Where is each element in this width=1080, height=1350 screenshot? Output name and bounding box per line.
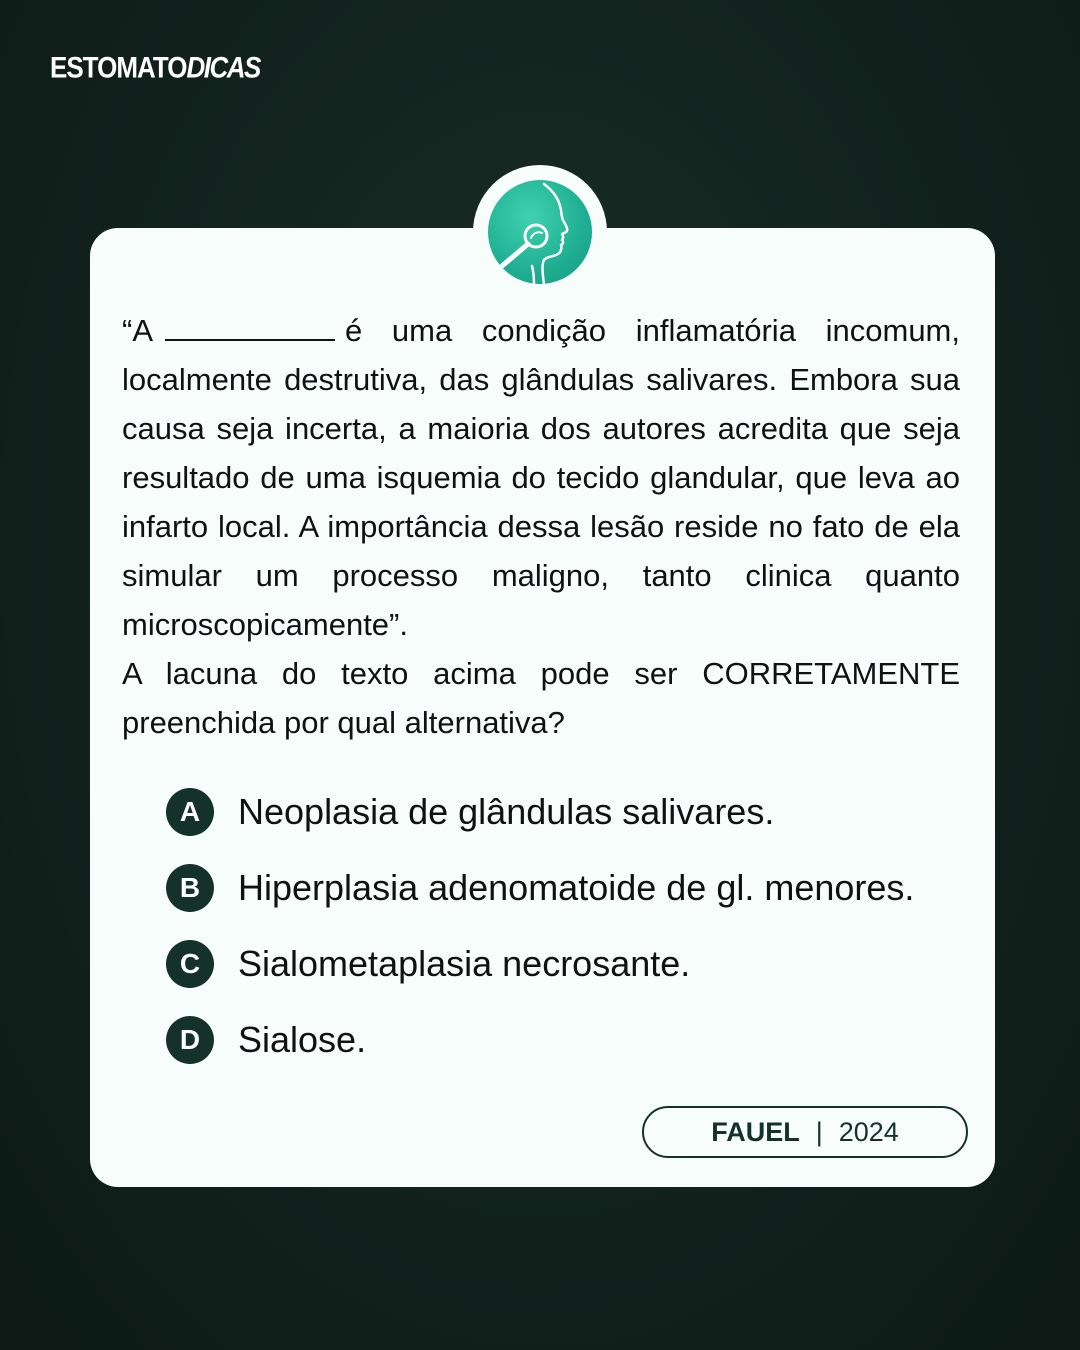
question-blank — [165, 311, 335, 341]
question-text — [122, 306, 960, 747]
option-text: Hiperplasia adenomatoide de gl. menores. — [238, 867, 915, 908]
option-text: Neoplasia de glândulas salivares. — [238, 791, 775, 832]
source-separator: | — [815, 1116, 823, 1147]
exam-year: 2024 — [838, 1116, 899, 1147]
option-letter: D — [166, 1016, 214, 1064]
option-letter: B — [166, 864, 214, 912]
exam-board: FAUEL — [711, 1116, 800, 1147]
option-a[interactable] — [166, 788, 966, 836]
question-body: é uma condição inflamatória incomum, localmente destrutiva, das glândulas salivares. Embora sua causa seja incerta, a maioria dos autores acredita que seja resultado de uma isquemia do tecido glandular, que leva ao infarto local. A importância dessa lesão reside no fato de ela simular um processo maligno, tanto clinica quanto microscopicamente”. — [122, 313, 960, 642]
option-b[interactable] — [166, 864, 966, 912]
brand-logo-part-b: DICAS — [186, 50, 260, 85]
source-badge — [642, 1106, 968, 1158]
question-statement — [122, 306, 960, 649]
option-text: Sialose. — [238, 1019, 367, 1060]
option-c[interactable] — [166, 940, 966, 988]
option-letter: A — [166, 788, 214, 836]
option-text: Sialometaplasia necrosante. — [238, 943, 691, 984]
question-prefix: “A — [122, 313, 153, 348]
brand-logo-part-a: ESTOMATO — [50, 50, 187, 85]
question-prompt: A lacuna do texto acima pode ser CORRETAMENTE preenchida por qual alternativa? — [122, 656, 960, 740]
option-letter: C — [166, 940, 214, 988]
face-profile-magnifier-icon — [488, 180, 592, 284]
option-d[interactable] — [166, 1016, 966, 1064]
answer-options — [166, 788, 966, 1092]
brand-logo — [50, 50, 260, 86]
